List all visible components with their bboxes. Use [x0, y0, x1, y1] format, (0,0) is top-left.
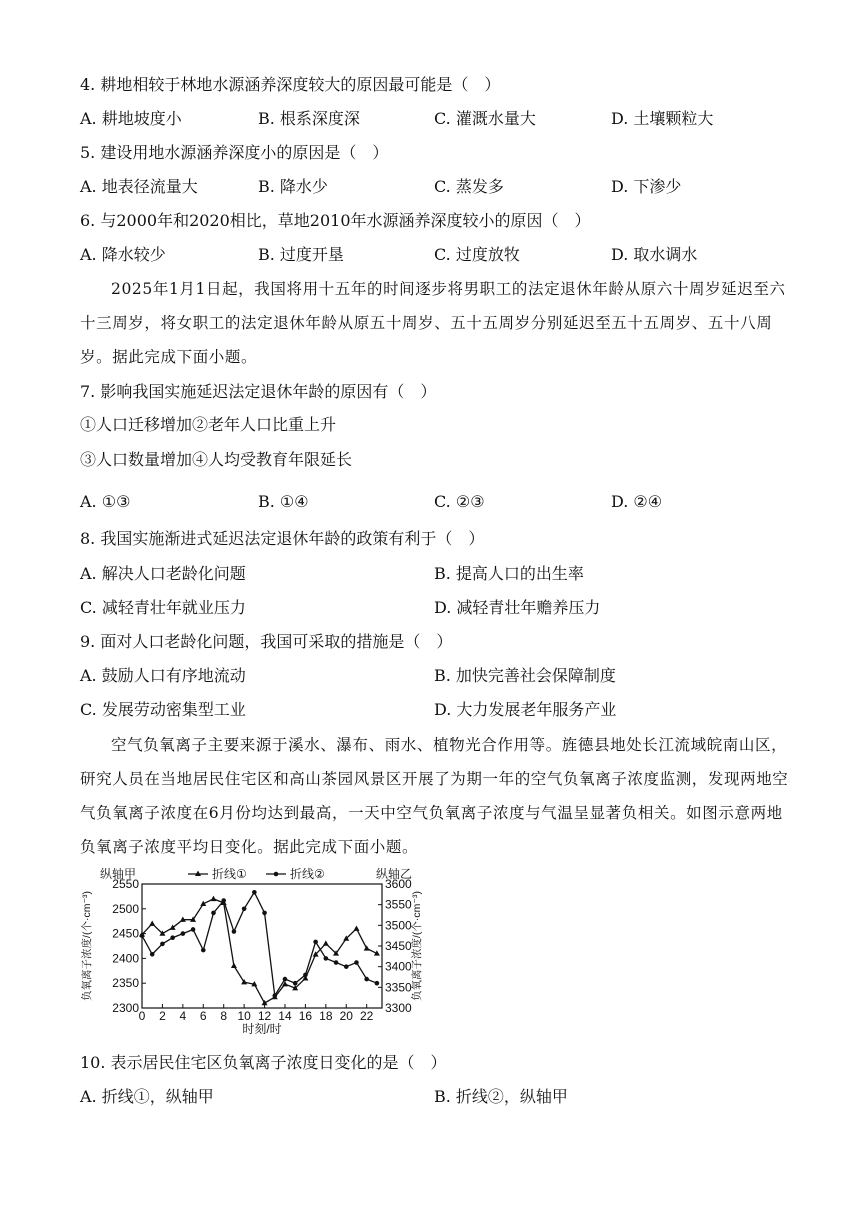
q5-option-b[interactable]: B. 降水少: [258, 177, 328, 196]
right-tick-label: 3600: [385, 877, 412, 891]
left-axis-name: 纵轴甲: [100, 867, 137, 881]
x-tick-label: 4: [179, 1009, 187, 1023]
q8-option-b[interactable]: B. 提高人口的出生率: [434, 564, 584, 583]
x-axis-title: 时刻/时: [242, 1022, 282, 1036]
series-1-point: [231, 963, 237, 968]
series-2-point: [140, 933, 145, 938]
series-2-point: [252, 890, 257, 895]
q7-option-d[interactable]: D. ②④: [611, 492, 663, 511]
series-2-point: [211, 911, 216, 916]
q4-option-b[interactable]: B. 根系深度深: [258, 109, 360, 128]
legend-marker-1: [195, 871, 201, 877]
series-line-2: [142, 892, 377, 995]
series-2-point: [364, 977, 369, 982]
q5-stem: 5. 建设用地水源涵养深度小的原因是（ ）: [80, 143, 389, 162]
q8-option-d[interactable]: D. 减轻青壮年赡养压力: [434, 598, 601, 617]
x-tick-label: 0: [138, 1009, 146, 1023]
q4-option-d[interactable]: D. 土壤颗粒大: [611, 109, 714, 128]
series-2-point: [293, 981, 298, 986]
right-tick-label: 3300: [385, 1001, 412, 1015]
right-tick-label: 3450: [385, 939, 412, 953]
series-2-point: [344, 964, 349, 969]
x-tick-label: 8: [220, 1009, 228, 1023]
left-tick-label: 2500: [112, 901, 139, 916]
x-tick-label: 22: [360, 1009, 374, 1023]
q9-option-b[interactable]: B. 加快完善社会保障制度: [434, 666, 616, 685]
q7-item-1: ①人口迁移增加②老年人口比重上升: [80, 415, 337, 434]
series-2-point: [242, 907, 247, 912]
q6-option-a[interactable]: A. 降水较少: [80, 245, 166, 264]
q10-option-b[interactable]: B. 折线②，纵轴甲: [434, 1087, 568, 1106]
left-tick-label: 2350: [112, 976, 139, 991]
series-2-point: [283, 977, 288, 982]
series-2-point: [232, 929, 237, 934]
left-tick-label: 2550: [112, 877, 139, 891]
q9-option-d[interactable]: D. 大力发展老年服务产业: [434, 700, 617, 719]
series-1-point: [149, 920, 155, 925]
right-tick-label: 3550: [385, 897, 412, 912]
q6-option-b[interactable]: B. 过度开垦: [258, 245, 344, 264]
legend-label-1: 折线①: [212, 867, 247, 881]
q8-stem: 8. 我国实施渐进式延迟法定退休年龄的政策有利于（ ）: [80, 529, 485, 548]
series-2-point: [262, 911, 267, 916]
legend-marker-2: [274, 872, 279, 877]
right-tick-label: 3400: [385, 959, 412, 974]
series-2-point: [334, 960, 339, 965]
q6-stem: 6. 与2000年和2020相比，草地2010年水源涵养深度较小的原因（ ）: [80, 211, 591, 230]
q8-option-c[interactable]: C. 减轻青壮年就业压力: [80, 598, 246, 617]
q6-option-d[interactable]: D. 取水调水: [611, 245, 698, 264]
q9-stem: 9. 面对人口老龄化问题，我国可采取的措施是（ ）: [80, 632, 453, 651]
left-tick-label: 2400: [112, 951, 139, 966]
plot-frame: [142, 884, 382, 1008]
series-2-point: [150, 952, 155, 957]
q9-option-a[interactable]: A. 鼓励人口有序地流动: [80, 666, 246, 685]
series-1-point: [353, 925, 359, 930]
x-tick-label: 10: [237, 1009, 251, 1023]
legend-label-2: 折线②: [290, 867, 325, 881]
series-2-point: [201, 948, 206, 953]
q9-option-c[interactable]: C. 发展劳动密集型工业: [80, 700, 246, 719]
series-line-1: [142, 899, 377, 1003]
passage-negative-ions: 空气负氧离子主要来源于溪水、瀑布、雨水、植物光合作用等。旌德县地处长江流域皖南山区，研究人员在当地居民住宅区和高山茶园风景区开展了为期一年的空气负氧离子浓度监测，发现两地空气负氧离子浓度在6月份均达到最高，一天中空气负氧离子浓度与气温呈显著负相关。如图示意两地负氧离子浓度平均日变化。据此完成下面小题。: [80, 736, 789, 856]
series-1-point: [364, 945, 370, 950]
series-2-point: [160, 942, 165, 947]
q7-option-a[interactable]: A. ①③: [80, 492, 131, 511]
x-tick-label: 20: [339, 1009, 353, 1023]
series-1-point: [210, 896, 216, 901]
passage-retirement: 2025年1月1日起，我国将用十五年的时间逐步将男职工的法定退休年龄从原六十周岁延迟至六十三周岁，将女职工的法定退休年龄从原五十周岁、五十五周岁分别延迟至五十五周岁、五十八周岁。据此完成下面小题。: [80, 280, 786, 366]
q5-option-a[interactable]: A. 地表径流量大: [80, 177, 198, 196]
q4-option-c[interactable]: C. 灌溉水量大: [434, 109, 536, 128]
x-tick-label: 2: [159, 1009, 166, 1023]
series-2-point: [191, 927, 196, 932]
q5-option-c[interactable]: C. 蒸发多: [434, 177, 504, 196]
q4-option-a[interactable]: A. 耕地坡度小: [80, 109, 182, 128]
series-2-point: [303, 973, 308, 978]
right-axis-name: 纵轴乙: [376, 867, 413, 881]
series-1-point: [323, 940, 329, 945]
q5-option-d[interactable]: D. 下渗少: [611, 177, 682, 196]
x-tick-label: 12: [257, 1009, 272, 1023]
series-2-point: [354, 960, 359, 965]
series-2-point: [221, 898, 226, 903]
right-axis-label: 负氧离子浓度/(个·cm⁻³): [411, 891, 423, 1001]
q8-option-a[interactable]: A. 解决人口老龄化问题: [80, 564, 246, 583]
series-2-point: [375, 981, 380, 986]
series-2-point: [313, 940, 318, 945]
x-tick-label: 14: [278, 1009, 292, 1023]
q4-stem: 4. 耕地相较于林地水源涵养深度较大的原因最可能是（ ）: [80, 75, 501, 94]
left-tick-label: 2450: [112, 926, 139, 941]
ion-concentration-chart: [80, 866, 425, 1038]
q7-stem: 7. 影响我国实施延迟法定退休年龄的原因有（ ）: [80, 382, 437, 401]
q10-stem: 10. 表示居民住宅区负氧离子浓度日变化的是（ ）: [80, 1053, 447, 1072]
q10-option-a[interactable]: A. 折线①，纵轴甲: [80, 1087, 214, 1106]
x-tick-label: 18: [319, 1009, 333, 1023]
right-tick-label: 3500: [385, 918, 412, 933]
left-tick-label: 2300: [112, 1001, 139, 1015]
q7-option-b[interactable]: B. ①④: [258, 492, 309, 511]
x-tick-label: 6: [199, 1009, 207, 1023]
series-2-point: [181, 931, 186, 936]
q7-item-2: ③人口数量增加④人均受教育年限延长: [80, 450, 353, 469]
x-tick-label: 16: [298, 1009, 313, 1023]
series-2-point: [324, 956, 329, 961]
left-axis-label: 负氧离子浓度/(个·cm⁻³): [81, 891, 93, 1001]
series-2-point: [272, 993, 277, 998]
q7-option-c[interactable]: C. ②③: [434, 492, 485, 511]
right-tick-label: 3350: [385, 980, 412, 995]
series-2-point: [170, 935, 175, 940]
q6-option-c[interactable]: C. 过度放牧: [434, 245, 520, 264]
